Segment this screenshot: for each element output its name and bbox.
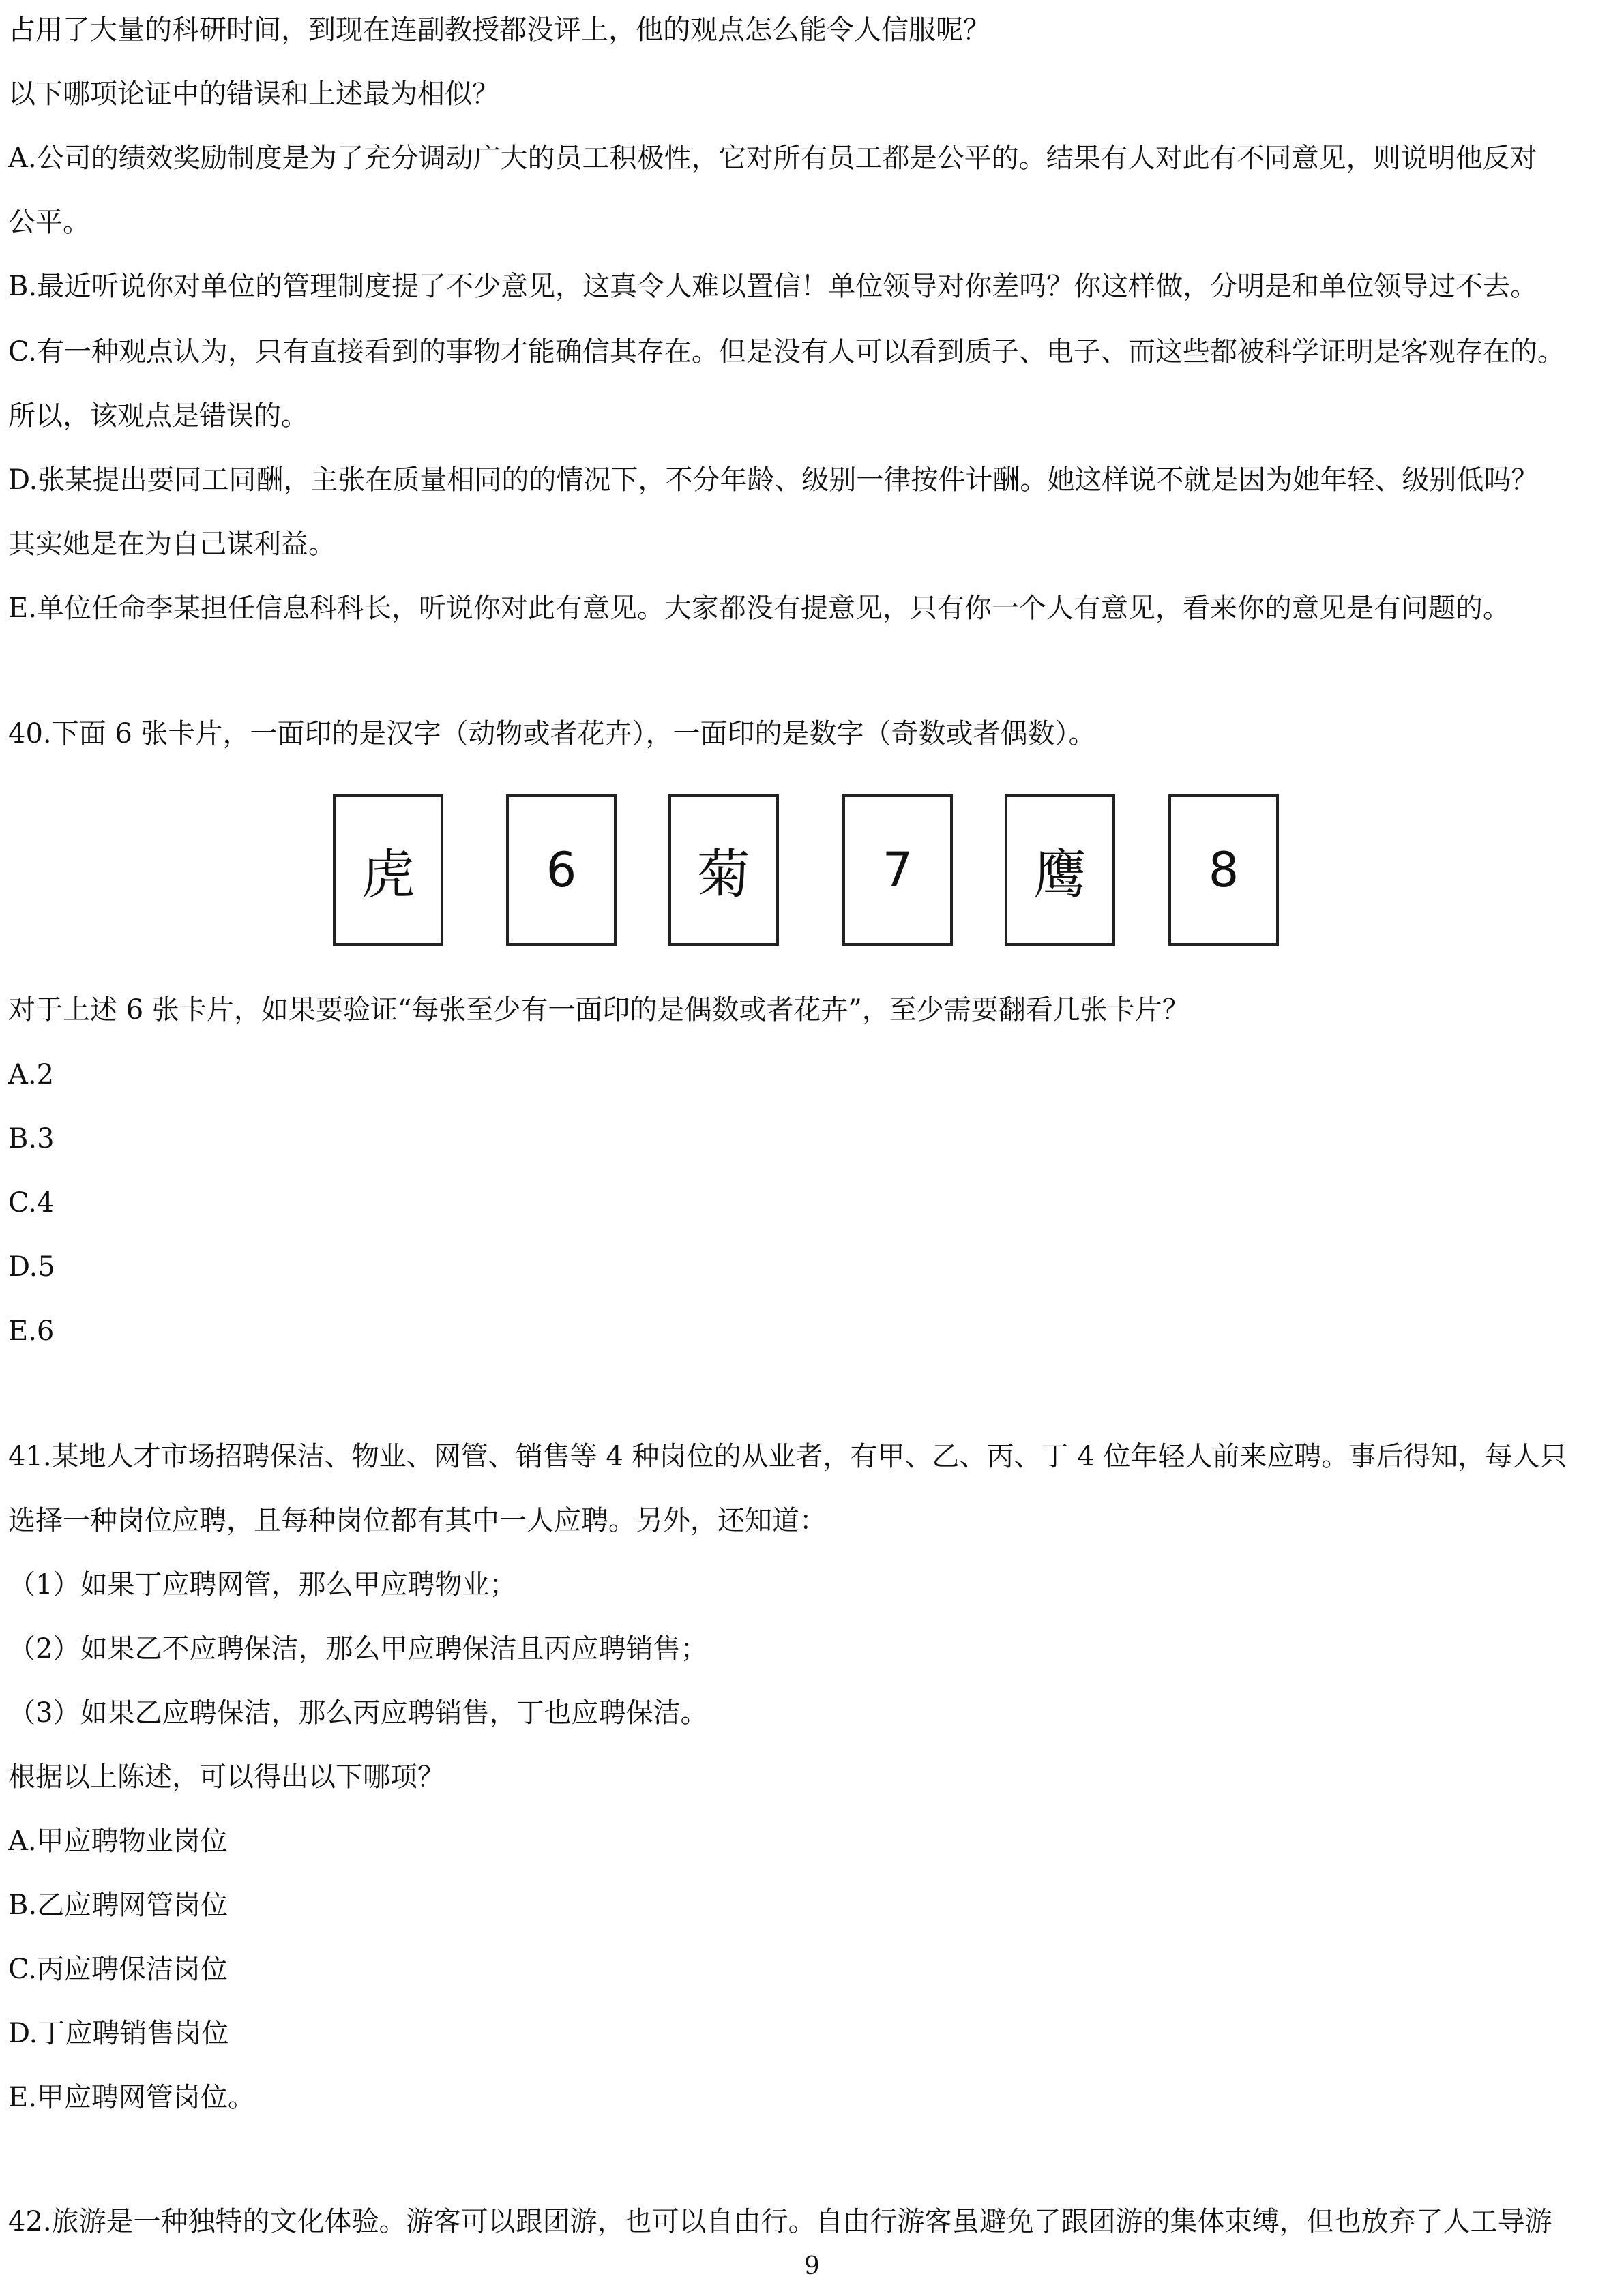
text-line-q40-question: 对于上述 6 张卡片，如果要验证“每张至少有一面印的是偶数或者花卉”，至少需要翻看几张卡片？ [8, 994, 1190, 1026]
card-eight: 8 [1168, 794, 1279, 946]
text-line-q39-option-c: C.有一种观点认为，只有直接看到的事物才能确信其存在。但是没有人可以看到质子、电子、而这些都被科学证明是客观存在的。 [8, 336, 1565, 368]
text-line-q40-option-c: C.4 [8, 1187, 55, 1219]
card-row [333, 794, 1288, 953]
text-line-q40-option-b: B.3 [8, 1123, 55, 1154]
text-line-q41-stem-cont: 选择一种岗位应聘，且每种岗位都有其中一人应聘。另外，还知道： [8, 1505, 827, 1536]
text-line-q41-condition-1: （1）如果丁应聘网管，那么甲应聘物业； [8, 1569, 517, 1600]
text-line-q41-condition-3: （3）如果乙应聘保洁，那么丙应聘销售，丁也应聘保洁。 [8, 1697, 708, 1729]
card-chrysanthemum: 菊 [668, 794, 779, 946]
text-line-q41-option-d: D.丁应聘销售岗位 [8, 2018, 229, 2049]
card-tiger: 虎 [333, 794, 443, 946]
text-line-q41-condition-2: （2）如果乙不应聘保洁，那么甲应聘保洁且丙应聘销售； [8, 1633, 708, 1665]
text-line-q41-question: 根据以上陈述，可以得出以下哪项？ [8, 1761, 445, 1793]
text-line-q40-option-d: D.5 [8, 1251, 55, 1283]
text-line-q39-option-e: E.单位任命李某担任信息科科长，听说你对此有意见。大家都没有提意见，只有你一个人有意见，看来你的意见是有问题的。 [8, 593, 1510, 624]
text-line-q39-option-d: D.张某提出要同工同酬，主张在质量相同的的情况下，不分年龄、级别一律按件计酬。她这样说不就是因为她年轻、级别低吗？ [8, 464, 1539, 496]
page-number: 9 [804, 2252, 820, 2280]
text-line-q40-option-a: A.2 [8, 1059, 55, 1090]
text-line-q40-option-e: E.6 [8, 1315, 55, 1347]
text-line-q40-stem: 40.下面 6 张卡片，一面印的是汉字（动物或者花卉），一面印的是数字（奇数或者偶数）。 [8, 718, 1096, 749]
text-line-q39-option-d-cont: 其实她是在为自己谋利益。 [8, 528, 336, 560]
text-line-q41-stem: 41.某地人才市场招聘保洁、物业、网管、销售等 4 种岗位的从业者，有甲、乙、丙、丁 4 位年轻人前来应聘。事后得知，每人只 [8, 1441, 1567, 1472]
text-line-q39-option-c-cont: 所以，该观点是错误的。 [8, 400, 308, 432]
text-line-q39-option-b: B.最近听说你对单位的管理制度提了不少意见，这真令人难以置信！单位领导对你差吗？你这样做，分明是和单位领导过不去。 [8, 271, 1538, 302]
card-eagle: 鹰 [1005, 794, 1115, 946]
text-line-q39-question: 以下哪项论证中的错误和上述最为相似？ [8, 78, 499, 110]
text-line-q42-stem: 42.旅游是一种独特的文化体验。游客可以跟团游，也可以自由行。自由行游客虽避免了跟团游的集体束缚，但也放弃了人工导游 [8, 2206, 1552, 2237]
card-six: 6 [506, 794, 617, 946]
text-line-q41-option-c: C.丙应聘保洁岗位 [8, 1954, 228, 1985]
card-seven: 7 [842, 794, 953, 946]
text-line-q39-option-a: A.公司的绩效奖励制度是为了充分调动广大的员工积极性，它对所有员工都是公平的。结果有人对此有不同意见，则说明他反对 [8, 143, 1537, 174]
text-line-q41-option-e: E.甲应聘网管岗位。 [8, 2082, 255, 2113]
text-line-q41-option-a: A.甲应聘物业岗位 [8, 1825, 228, 1857]
text-line-q39-premise-end: 占用了大量的科研时间，到现在连副教授都没评上，他的观点怎么能令人信服呢？ [8, 14, 990, 46]
text-line-q39-option-a-cont: 公平。 [8, 207, 90, 238]
text-line-q41-option-b: B.乙应聘网管岗位 [8, 1890, 228, 1921]
